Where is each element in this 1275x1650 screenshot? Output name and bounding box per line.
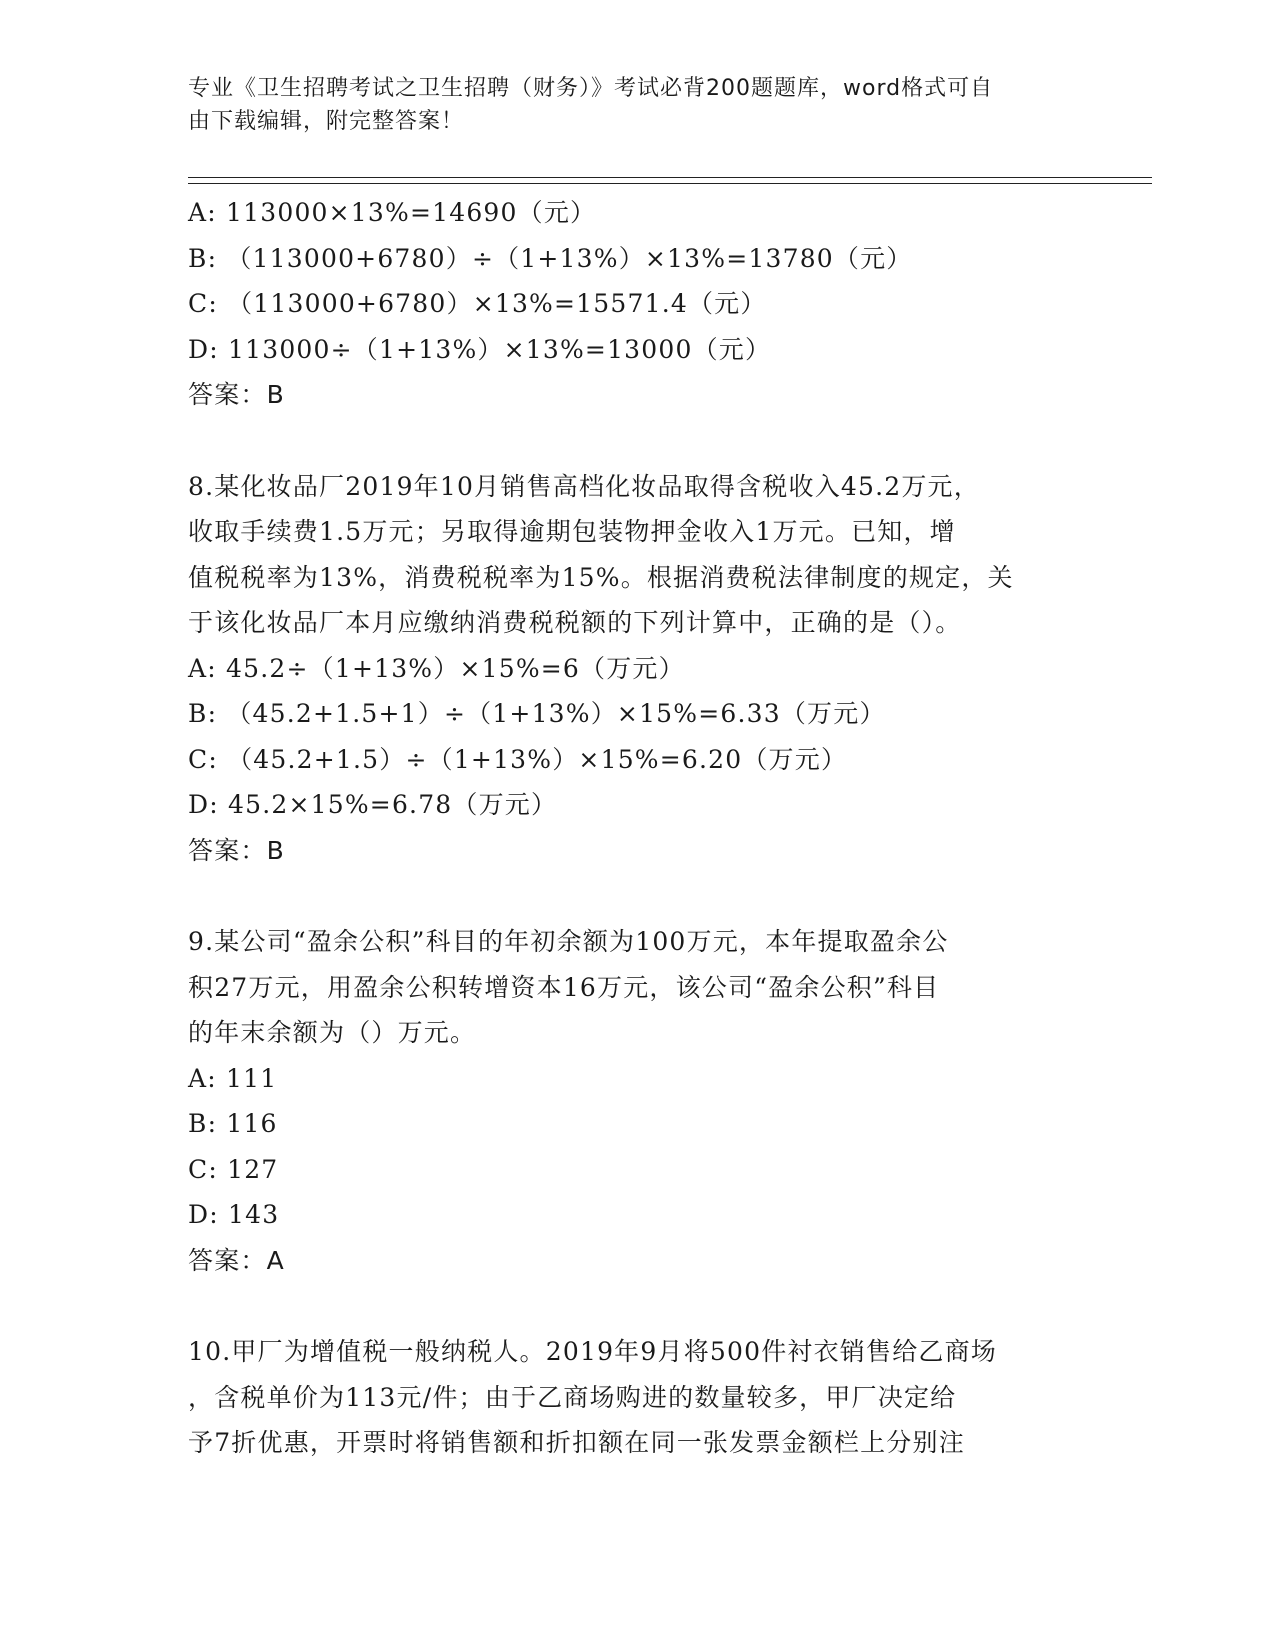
question-8-line-1: 8.某化妆品厂2019年10月销售高档化妆品取得含税收入45.2万元， (188, 471, 980, 501)
option-d: D: 143 (188, 1200, 280, 1229)
question-10-line-2: ，含税单价为113元/件；由于乙商场购进的数量较多，甲厂决定给 (188, 1382, 957, 1412)
header-line-1: 专业《卫生招聘考试之卫生招聘（财务）》考试必背200题题库，word格式可自 (188, 76, 994, 101)
question-9-answer: 答案：A (188, 1245, 285, 1275)
spacer (188, 418, 1088, 464)
question-7-answer: 答案：B (188, 380, 285, 409)
option-c: C: （113000+6780）×13%=15571.4（元） (188, 289, 767, 318)
document-header (188, 72, 1068, 138)
spacer (188, 873, 1088, 919)
document-body (188, 190, 1088, 1466)
option-c: C: （45.2+1.5）÷（1+13%）×15%=6.20（万元） (188, 744, 848, 774)
question-9-line-3: 的年末余额为（）万元。 (188, 1018, 477, 1047)
question-8 (188, 464, 1088, 874)
question-9 (188, 919, 1088, 1283)
spacer (188, 1283, 1088, 1329)
option-b: B: （45.2+1.5+1）÷（1+13%）×15%=6.33（万元） (188, 699, 886, 728)
question-8-line-2: 收取手续费1.5万元；另取得逾期包装物押金收入1万元。已知，增 (188, 517, 956, 546)
option-b: B: 116 (188, 1109, 278, 1138)
question-8-line-3: 值税税率为13%，消费税税率为15%。根据消费税法律制度的规定，关 (188, 562, 1014, 592)
question-9-line-1: 9.某公司“盈余公积”科目的年初余额为100万元，本年提取盈余公 (188, 927, 949, 956)
option-a: A: 113000×13%=14690（元） (188, 198, 597, 227)
option-a: A: 111 (188, 1063, 278, 1093)
question-8-answer: 答案：B (188, 835, 285, 865)
question-10-line-3: 予7折优惠，开票时将销售额和折扣额在同一张发票金额栏上分别注 (188, 1428, 965, 1457)
option-b: B: （113000+6780）÷（1+13%）×13%=13780（元） (188, 243, 913, 273)
header-divider-top (188, 177, 1152, 178)
header-line-2: 由下载编辑，附完整答案！ (188, 109, 465, 134)
header-divider-bottom (188, 183, 1152, 184)
question-9-line-2: 积27万元，用盈余公积转增资本16万元，该公司“盈余公积”科目 (188, 972, 940, 1002)
question-10 (188, 1329, 1088, 1466)
option-d: D: 113000÷（1+13%）×13%=13000（元） (188, 334, 772, 364)
option-c: C: 127 (188, 1154, 279, 1184)
question-10-line-1: 10.甲厂为增值税一般纳税人。2019年9月将500件衬衣销售给乙商场 (188, 1337, 998, 1366)
question-7-options (188, 190, 1088, 418)
option-a: A: 45.2÷（1+13%）×15%=6（万元） (188, 653, 685, 683)
option-d: D: 45.2×15%=6.78（万元） (188, 790, 558, 819)
question-8-line-4: 于该化妆品厂本月应缴纳消费税税额的下列计算中，正确的是（）。 (188, 608, 962, 637)
